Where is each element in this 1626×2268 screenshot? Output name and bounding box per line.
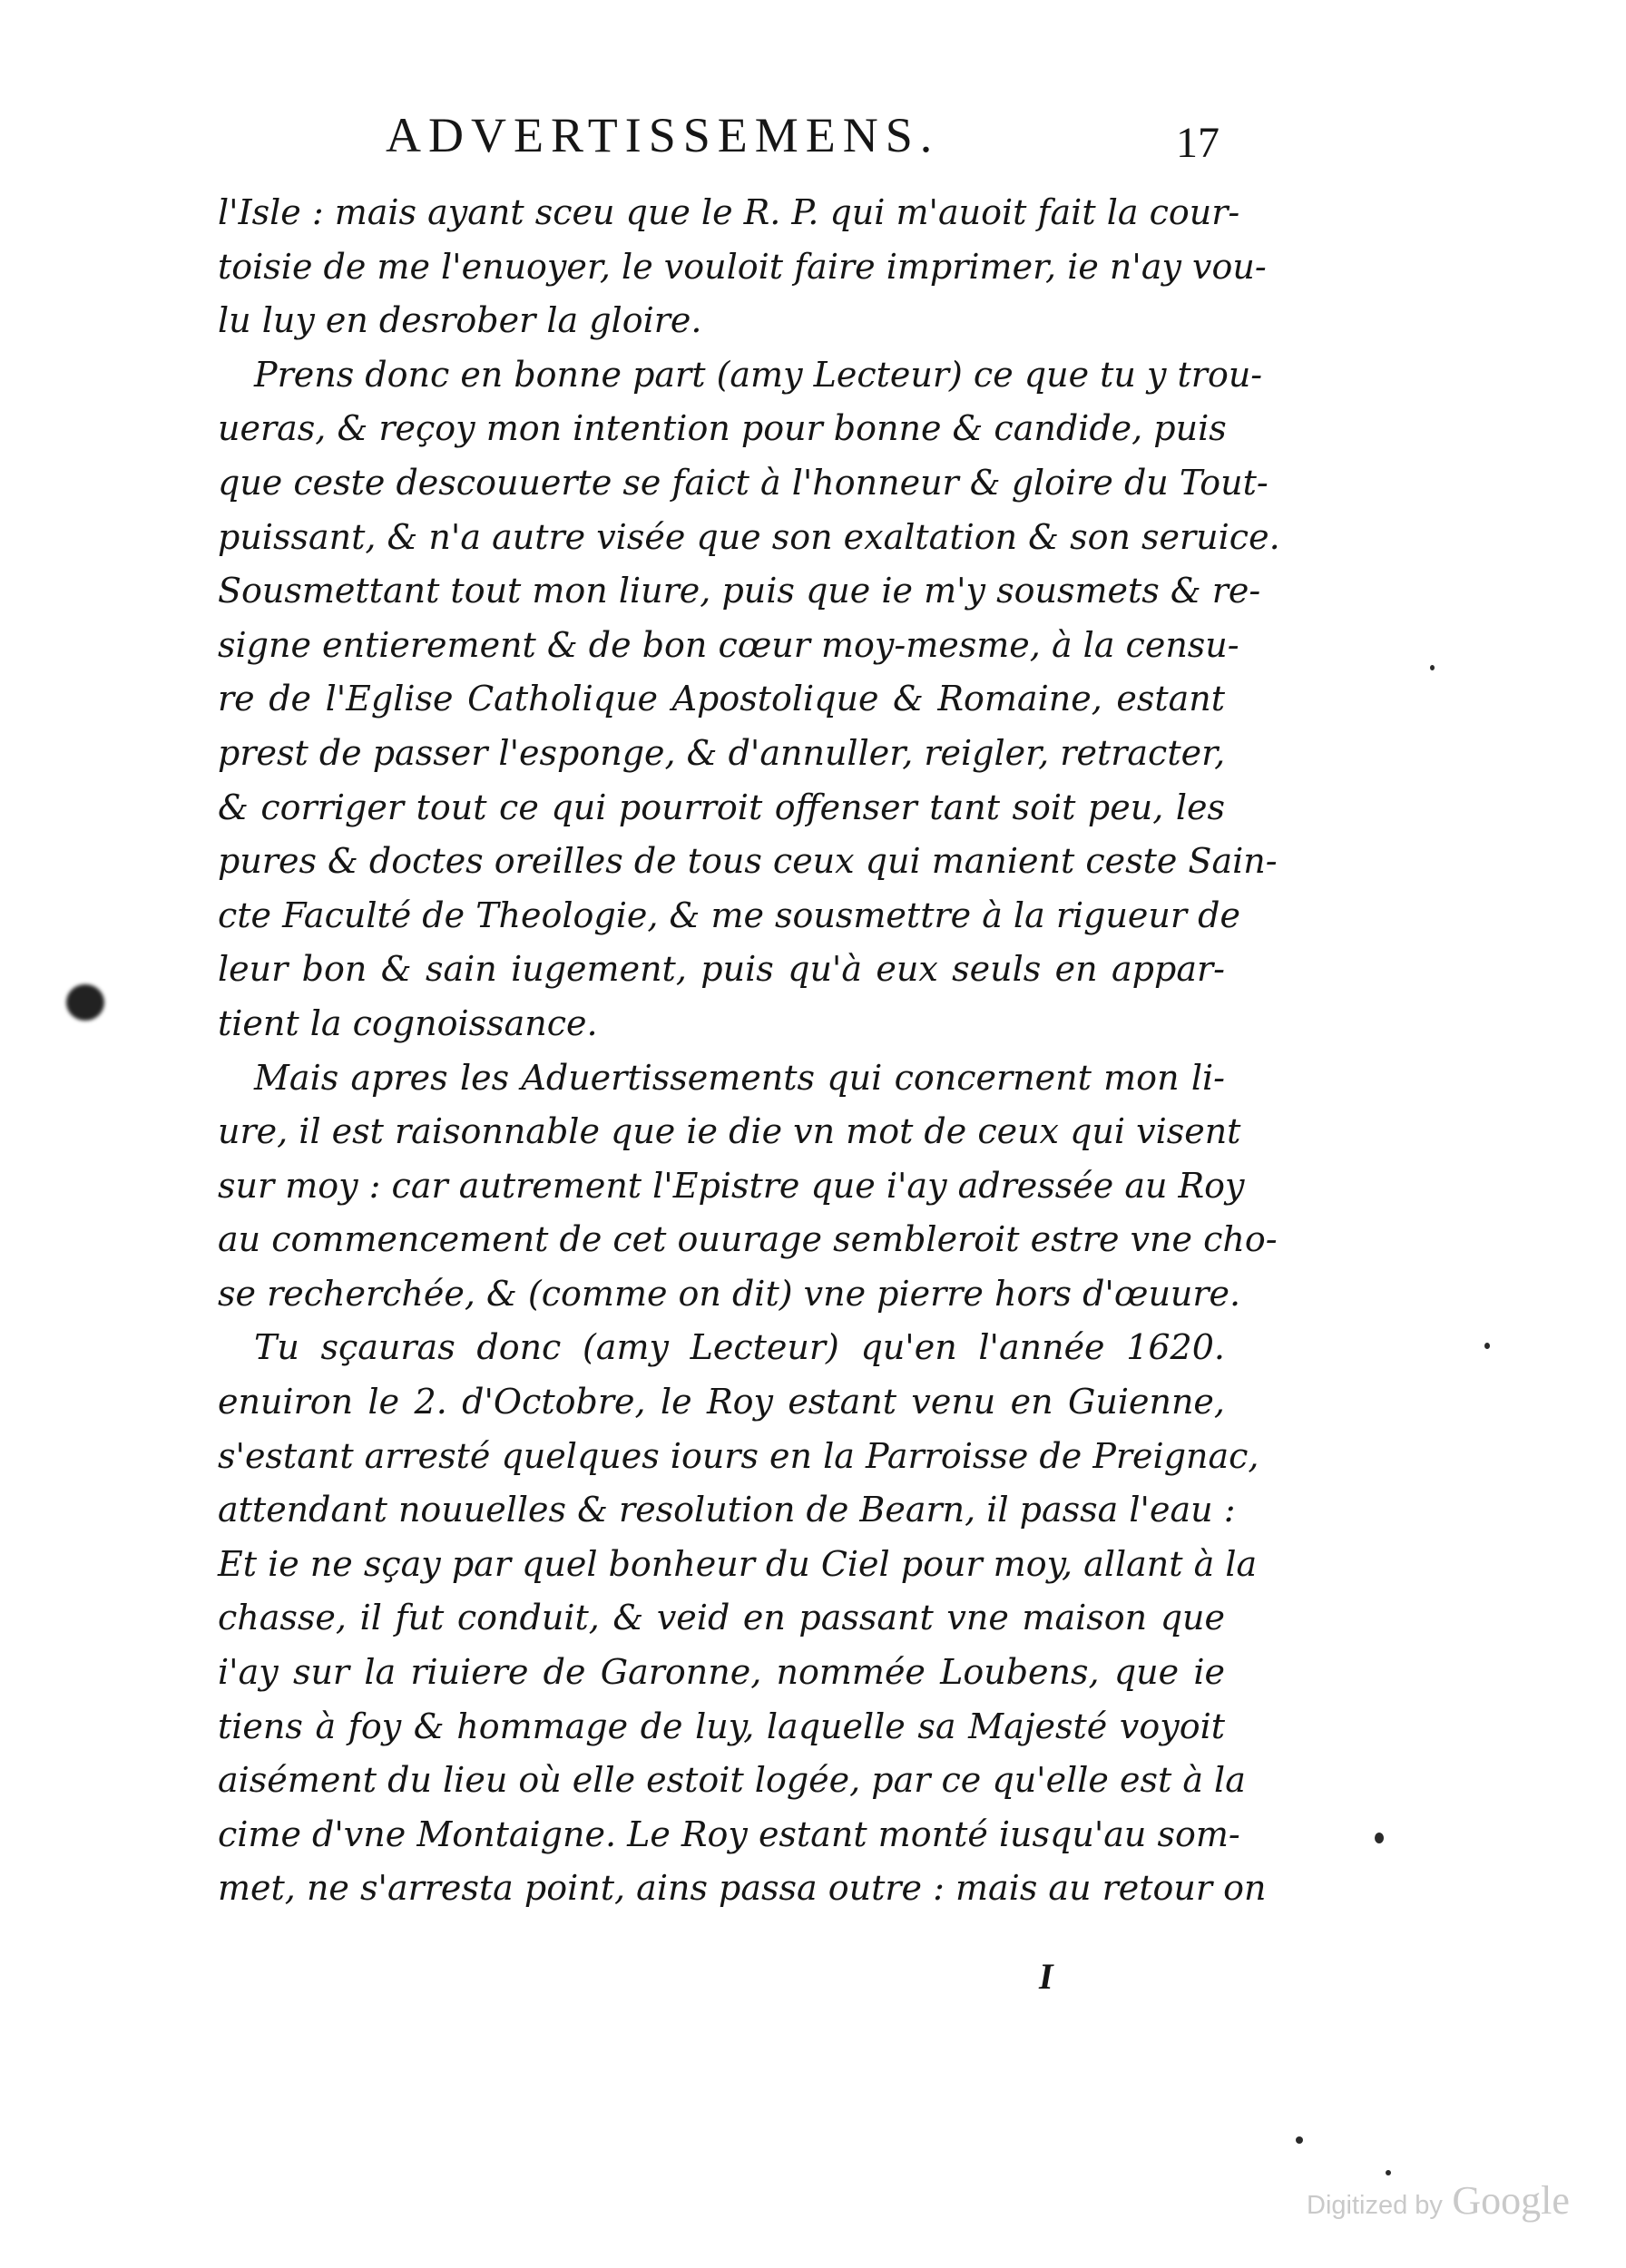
text-line: Prens donc en bonne part (amy Lecteur) ce que tu y trou- [254,354,1263,395]
ink-speck [1484,1343,1490,1349]
text-line: chasse, il fut conduit, & veid en passant vne maison que [218,1598,1225,1638]
text-line: tiens à foy & hommage de luy, laquelle sa Majesté voyoit [218,1706,1225,1746]
text-line: cime d'vne Montaigne. Le Roy estant monté iusqu'au som- [218,1813,1240,1854]
text-line: ueras, & reçoy mon intention pour bonne & candide, puis [218,408,1227,449]
text-line: tient la cognoissance. [218,1002,598,1043]
text-line: ure, il est raisonnable que ie die vn mot de ceux qui visent [218,1111,1241,1152]
text-line: prest de passer l'esponge, & d'annuller, reigler, retracter, [218,732,1226,773]
text-line: pures & doctes oreilles de tous ceux qui manient ceste Sain- [218,841,1278,882]
ink-speck [1296,2136,1303,2144]
watermark-brand: Google [1452,2178,1570,2223]
text-line: signe entierement & de bon cœur moy-mesme, à la censu- [218,624,1239,665]
text-line: Sousmettant tout mon liure, puis que ie m'y sousmets & re- [218,571,1261,611]
text-line: cte Faculté de Theologie, & me sousmettre à la rigueur de [218,894,1240,935]
text-line: re de l'Eglise Catholique Apostolique & Romaine, estant [218,679,1225,719]
text-line: au commencement de cet ouurage sembleroit estre vne cho- [218,1219,1278,1260]
ink-speck [1430,665,1435,670]
text-line: & corriger tout ce qui pourroit offenser tant soit peu, les [218,787,1225,827]
text-line: que ceste descouuerte se faict à l'honneur & gloire du Tout- [218,462,1268,503]
text-line: enuiron le 2. d'Octobre, le Roy estant venu en Guienne, [218,1382,1225,1422]
text-line: Mais apres les Aduertissements qui concernent mon li- [254,1057,1225,1098]
text-line: se recherchée, & (comme on dit) vne pierre hors d'œuure. [218,1273,1241,1314]
digitized-watermark [1307,2177,1570,2224]
text-line: s'estant arresté quelques iours en la Parroisse de Preignac, [218,1435,1259,1476]
ink-speck [1375,1833,1384,1843]
page-number: 17 [1176,119,1220,167]
text-line: i'ay sur la riuiere de Garonne, nommée Loubens, que ie [218,1652,1225,1693]
text-line: attendant nouuelles & resolution de Bearn, il passa l'eau : [218,1490,1236,1530]
text-line: sur moy : car autrement l'Epistre que i'ay adressée au Roy [218,1165,1245,1206]
text-line: leur bon & sain iugement, puis qu'à eux seuls en appar- [218,949,1225,990]
text-line: aisément du lieu où elle estoit logée, par ce qu'elle est à la [218,1760,1246,1801]
text-line: Et ie ne sçay par quel bonheur du Ciel pour moy, allant à la [218,1543,1258,1584]
text-line: l'Isle : mais ayant sceu que le R. P. qui m'auoit fait la cour- [218,192,1240,232]
ink-speck [1386,2170,1391,2175]
text-line: puissant, & n'a autre visée que son exaltation & son seruice. [218,516,1280,557]
watermark-prefix: Digitized by [1307,2191,1443,2220]
running-title: ADVERTISSEMENS. [386,108,940,162]
text-line: lu luy en desrober la gloire. [218,300,702,341]
ink-blot [66,984,104,1021]
signature-mark: I [1039,1956,1053,1997]
text-line: toisie de me l'enuoyer, le vouloit faire imprimer, ie n'ay vou- [218,246,1267,287]
text-line: met, ne s'arresta point, ains passa outre : mais au retour on [218,1868,1267,1909]
text-line: Tu sçauras donc (amy Lecteur) qu'en l'année 1620. [254,1327,1225,1368]
body-text [218,186,1280,1916]
